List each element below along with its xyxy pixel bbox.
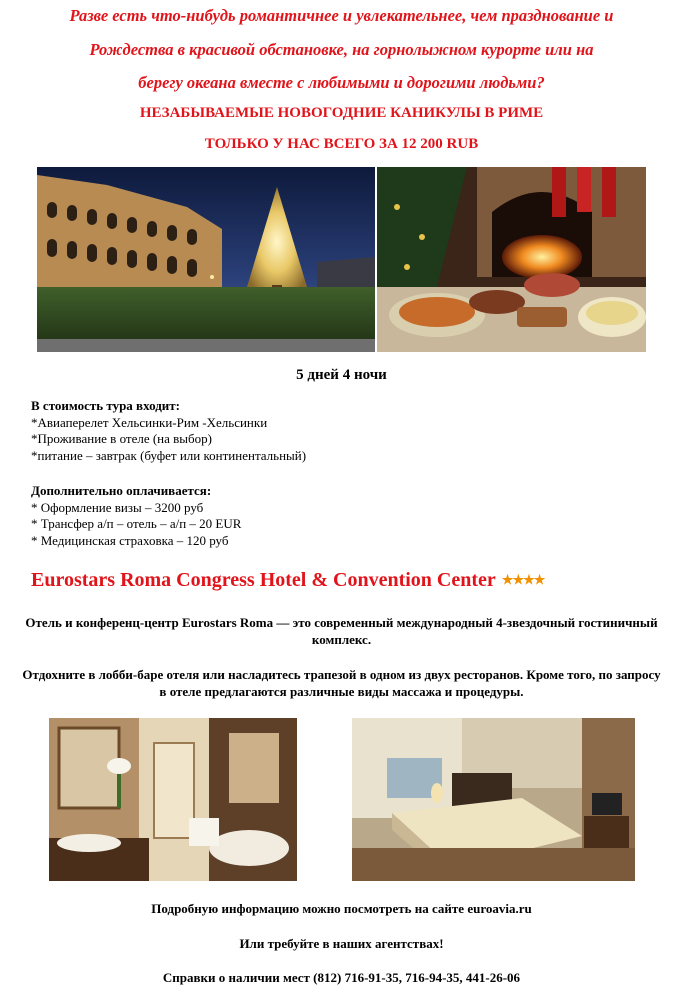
extra-cost-item: * Трансфер а/п – отель – а/п – 20 EUR	[31, 516, 242, 531]
extra-costs-title: Дополнительно оплачивается:	[31, 483, 212, 498]
included-item: *Проживание в отеле (на выбор)	[31, 431, 212, 446]
hotel-star-rating: ★★★★	[501, 572, 545, 587]
tour-duration: 5 дней 4 ночи	[296, 367, 387, 383]
hotel-bedroom-photo	[352, 718, 635, 881]
intro-line-1: Разве есть что-нибудь романтичнее и увлекательнее, чем празднование и	[69, 6, 614, 25]
agency-call-to-action: Или требуйте в наших агентствах!	[239, 936, 444, 951]
extra-cost-item: * Оформление визы – 3200 руб	[31, 499, 204, 515]
contact-phones: Справки о наличии мест (812) 716-91-35, 716-94-35, 441-26-06	[162, 970, 521, 985]
offer-headline: НЕЗАБЫВАЕМЫЕ НОВОГОДНИЕ КАНИКУЛЫ В РИМЕ	[139, 105, 544, 121]
included-item: *Авиаперелет Хельсинки-Рим -Хельсинки	[31, 414, 268, 430]
hotel-description: Отель и конференц-центр Eurostars Roma — это современный международный 4-звездочный гостиничный комплекс.	[25, 615, 658, 647]
included-title: В стоимость тура входит:	[31, 398, 180, 413]
hotel-bathroom-photo	[49, 718, 297, 881]
extra-cost-item: * Медицинская страховка – 120 руб	[31, 532, 229, 548]
christmas-feast-photo	[377, 167, 646, 352]
hotel-name-text: Eurostars Roma Congress Hotel & Convention Center	[31, 569, 496, 591]
colosseum-christmas-photo	[37, 167, 375, 352]
hotel-name	[31, 569, 544, 592]
included-item: *питание – завтрак (буфет или континентальный)	[31, 447, 307, 463]
included-section	[31, 398, 306, 464]
hotel-amenities: Отдохните в лобби-баре отеля или насладитесь трапезой в одном из двух ресторанов. Кроме того, по запросу в отеле предлагаются различные виды массажа и процедуры.	[22, 667, 661, 699]
website-info: Подробную информацию можно посмотреть на сайте euroavia.ru	[151, 901, 532, 916]
offer-price: ТОЛЬКО У НАС ВСЕГО ЗА 12 200 RUB	[204, 136, 479, 152]
intro-line-2: Рождества в красивой обстановке, на горнолыжном курорте или на	[89, 40, 594, 59]
intro-line-3: берегу океана вместе с любимыми и дорогими людьми?	[138, 73, 545, 92]
extra-costs-section	[31, 483, 241, 549]
